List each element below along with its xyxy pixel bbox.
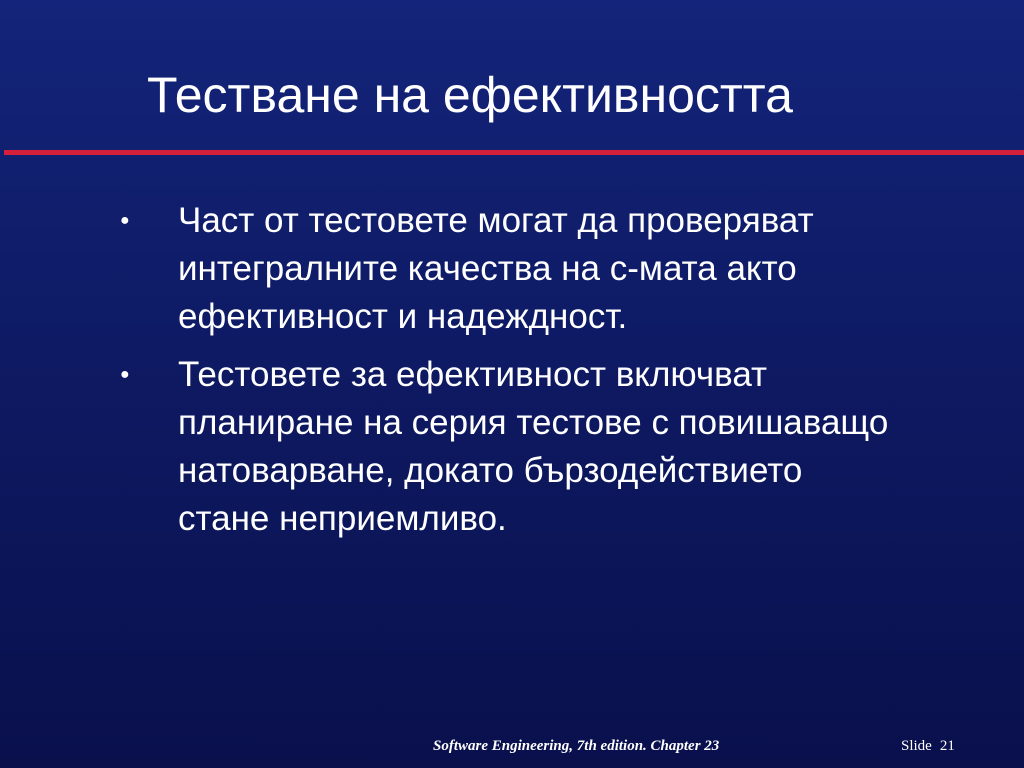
slide-label: Slide: [901, 738, 932, 754]
slide-number: [901, 738, 955, 755]
bullet-item: [120, 197, 900, 341]
bullet-text: Тестовете за ефективност включват планиране на серия тестове с повишаващо натоварване, докато бързодействието стане неприемливо.: [178, 355, 889, 538]
bullet-text: Част от тестовете могат да проверяват интегралните качества на с-мата акто ефективност и надеждност.: [178, 201, 814, 336]
slide-title: Тестване на ефективността: [147, 67, 793, 123]
slide-number-value: 21: [939, 738, 955, 754]
bullet-item: [120, 351, 900, 543]
title-divider: [4, 150, 1024, 155]
slide-footer: Software Engineering, 7th edition. Chapter 23: [433, 738, 720, 754]
bullet-list: [120, 197, 900, 553]
bullet-dot-icon: ●: [120, 366, 130, 383]
bullet-dot-icon: ●: [120, 212, 130, 229]
